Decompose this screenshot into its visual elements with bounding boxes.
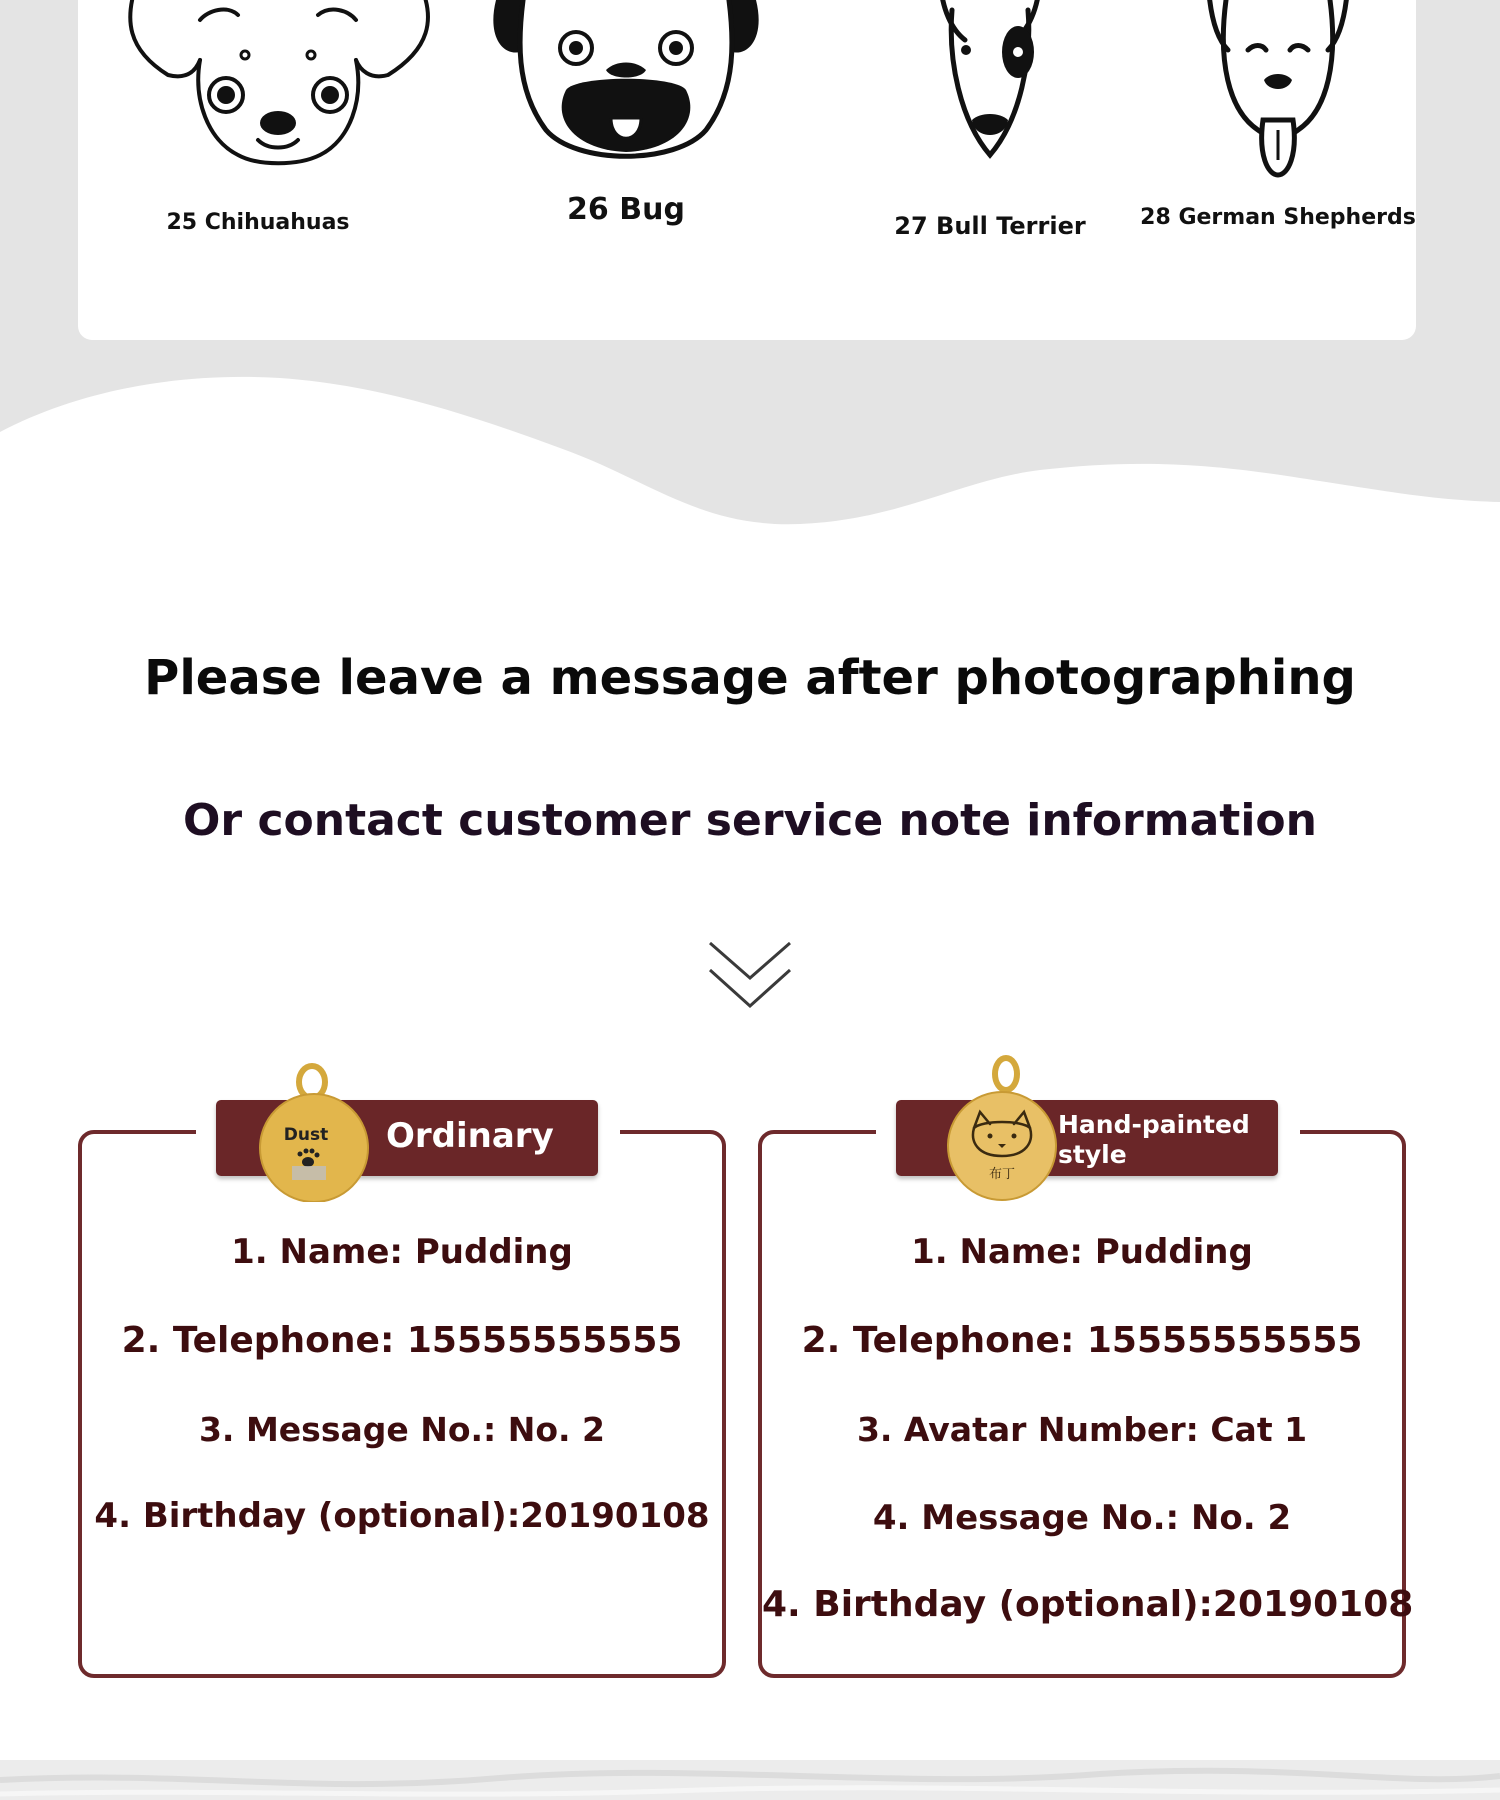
pug-icon <box>476 0 776 180</box>
german-shepherd-icon <box>1158 0 1398 190</box>
ordinary-info-card <box>78 1130 726 1678</box>
ordinary-tag-name: Dust <box>283 1125 329 1145</box>
info-line-telephone: 2. Telephone: 15555555555 <box>801 1320 1363 1361</box>
message-subtitle: Or contact customer service note information <box>183 795 1317 846</box>
marble-strip <box>0 1760 1500 1800</box>
hand-painted-tag-icon <box>944 1052 1060 1202</box>
hand-painted-tag-name: 布丁 <box>988 1167 1016 1182</box>
dog-label: 25 Chihuahuas <box>166 210 350 235</box>
ordinary-tag-icon <box>256 1062 372 1202</box>
info-line-message: 4. Message No.: No. 2 <box>872 1498 1292 1538</box>
dog-option-pug[interactable] <box>476 0 776 260</box>
hand-painted-title-line2: style <box>1058 1140 1127 1169</box>
breed-gallery-card <box>78 0 1416 340</box>
dog-option-german-shepherd[interactable] <box>1128 0 1428 260</box>
info-line-birthday: 4. Birthday (optional):20190108 <box>762 1584 1414 1625</box>
info-line-telephone: 2. Telephone: 15555555555 <box>121 1320 683 1361</box>
chihuahua-icon <box>108 0 448 180</box>
message-title: Please leave a message after photographing <box>144 650 1356 706</box>
info-line-name: 1. Name: Pudding <box>911 1232 1253 1272</box>
dog-label: 28 German Shepherds <box>1140 205 1416 230</box>
hand-painted-title-line1: Hand-painted <box>1058 1110 1250 1139</box>
hand-painted-info-card <box>758 1130 1414 1678</box>
bull-terrier-icon <box>860 0 1120 180</box>
dog-option-bull-terrier[interactable] <box>840 0 1140 260</box>
info-line-birthday: 4. Birthday (optional):20190108 <box>94 1496 710 1536</box>
dog-option-chihuahua[interactable] <box>108 0 408 260</box>
hand-painted-title <box>1058 1110 1250 1170</box>
chevron-down-icon <box>707 940 793 1012</box>
dog-label: 27 Bull Terrier <box>894 212 1086 240</box>
info-line-avatar: 3. Avatar Number: Cat 1 <box>856 1410 1308 1449</box>
ordinary-title: Ordinary <box>386 1116 554 1156</box>
info-line-name: 1. Name: Pudding <box>231 1232 573 1272</box>
dog-label: 26 Bug <box>567 192 685 227</box>
info-line-message: 3. Message No.: No. 2 <box>198 1410 606 1449</box>
